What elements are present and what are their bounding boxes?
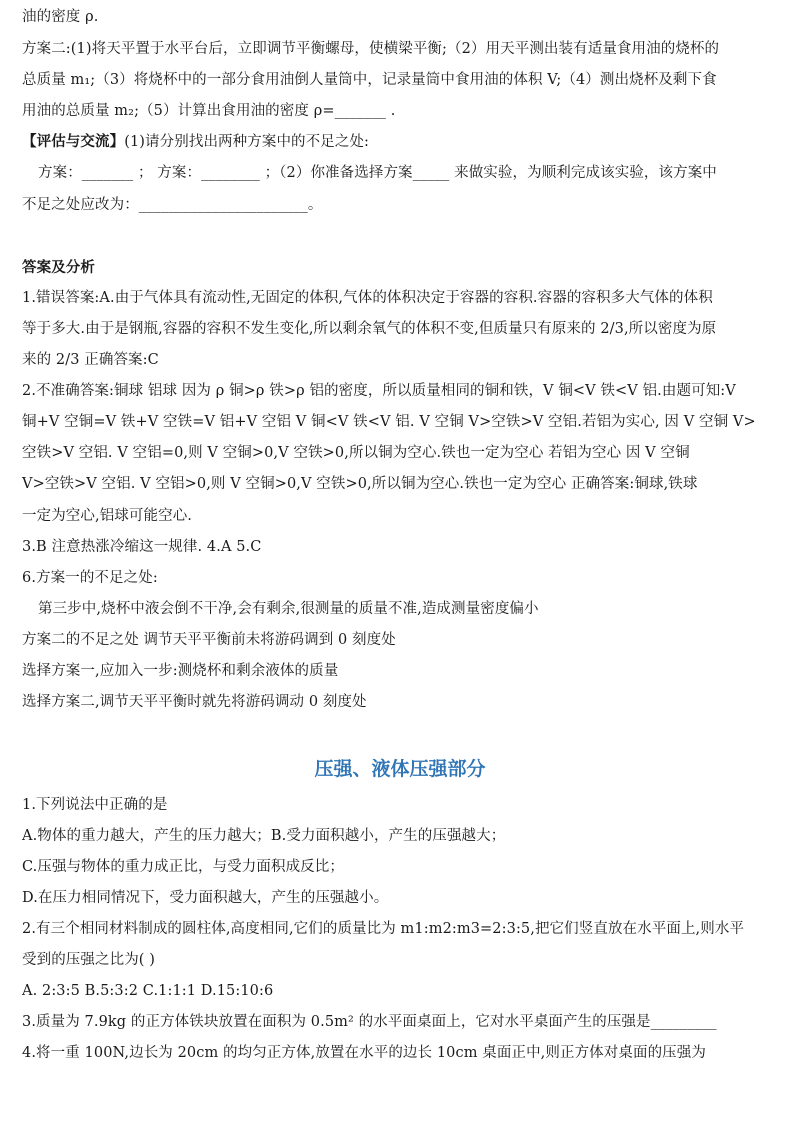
- answer-line: 等于多大.由于是钢瓶,容器的容积不发生变化,所以剩余氧气的体积不变,但质量只有原来的 2/3,所以密度为原: [22, 321, 717, 337]
- question-line: A. 2:3:5 B.5:3:2 C.1:1:1 D.15:10:6: [22, 983, 274, 999]
- section-heading: 压强、液体压强部分: [314, 758, 486, 780]
- text-line: 油的密度 ρ.: [22, 9, 99, 25]
- text-line: 用油的总质量 m₂;（5）计算出食用油的密度 ρ=_______ .: [22, 103, 396, 119]
- question-line: C.压强与物体的重力成正比，与受力面积成反比；: [22, 859, 344, 875]
- evaluation-text: (1)请分别找出两种方案中的不足之处:: [124, 134, 370, 150]
- answer-line: 1.错误答案:A.由于气体具有流动性,无固定的体积,气体的体积决定于容器的容积.容器的容积多大气体的体积: [22, 290, 713, 306]
- answer-line: 2.不准确答案:铜球 铝球 因为 ρ 铜>ρ 铁>ρ 铝的密度，所以质量相同的铜和铁，V 铜<V 铁<V 铝.由题可知:V: [22, 383, 736, 399]
- text-line: 方案：_______ ； 方案：________ ；（2）你准备选择方案_____ 来做实验，为顺利完成该实验，该方案中: [38, 165, 717, 181]
- answer-line: 空铁>V 空铝. V 空铝=0,则 V 空铜>0,V 空铁>0,所以铜为空心.铁也一定为空心 若铝为空心 因 V 空铜: [22, 445, 690, 461]
- answer-line: 一定为空心,铝球可能空心.: [22, 508, 193, 524]
- answers-title: 答案及分析: [22, 260, 95, 276]
- question-line: 受到的压强之比为( ): [22, 952, 156, 968]
- text-line: 不足之处应改为：_______________________。: [22, 197, 323, 213]
- answer-line: 铜+V 空铜=V 铁+V 空铁=V 铝+V 空铝 V 铜<V 铁<V 铝. V 空铜 V>空铁>V 空铝.若铝为实心, 因 V 空铜 V>: [22, 414, 756, 430]
- evaluation-line: [22, 132, 782, 152]
- answer-line: 6.方案一的不足之处:: [22, 570, 158, 586]
- answer-line: 3.B 注意热涨冷缩这一规律. 4.A 5.C: [22, 539, 262, 555]
- answer-line: 方案二的不足之处 调节天平平衡前未将游码调到 0 刻度处: [22, 632, 396, 648]
- question-line: A.物体的重力越大，产生的压力越大；B.受力面积越小，产生的压强越大；: [22, 828, 506, 844]
- answer-line: V>空铁>V 空铝. V 空铝>0,则 V 空铜>0,V 空铁>0,所以铜为空心.铁也一定为空心 正确答案:铜球,铁球: [22, 476, 698, 492]
- question-line: D.在压力相同情况下，受力面积越大，产生的压强越小。: [22, 890, 389, 906]
- text-line: 总质量 m₁;（3）将烧杯中的一部分食用油倒人量筒中，记录量筒中食用油的体积 V;（4）测出烧杯及剩下食: [22, 72, 717, 88]
- evaluation-label: 【评估与交流】: [22, 134, 125, 150]
- question-line: 3.质量为 7.9kg 的正方体铁块放置在面积为 0.5m² 的水平面桌面上，它对水平桌面产生的压强是_________: [22, 1014, 717, 1030]
- answer-line: 来的 2/3 正确答案:C: [22, 352, 159, 368]
- question-line: 1.下列说法中正确的是: [22, 797, 168, 813]
- text-line: 方案二:(1)将天平置于水平台后，立即调节平衡螺母，使横梁平衡;（2）用天平测出装有适量食用油的烧杯的: [22, 41, 720, 57]
- answer-line: 第三步中,烧杯中液会倒不干净,会有剩余,很测量的质量不准,造成测量密度偏小: [38, 601, 539, 617]
- answer-line: 选择方案二,调节天平平衡时就先将游码调动 0 刻度处: [22, 694, 367, 710]
- answer-line: 选择方案一,应加入一步:测烧杯和剩余液体的质量: [22, 663, 339, 679]
- question-line: 4.将一重 100N,边长为 20cm 的均匀正方体,放置在水平的边长 10cm 桌面正中,则正方体对桌面的压强为: [22, 1045, 706, 1061]
- question-line: 2.有三个相同材料制成的圆柱体,高度相同,它们的质量比为 m1:m2:m3=2:3:5,把它们竖直放在水平面上,则水平: [22, 921, 745, 937]
